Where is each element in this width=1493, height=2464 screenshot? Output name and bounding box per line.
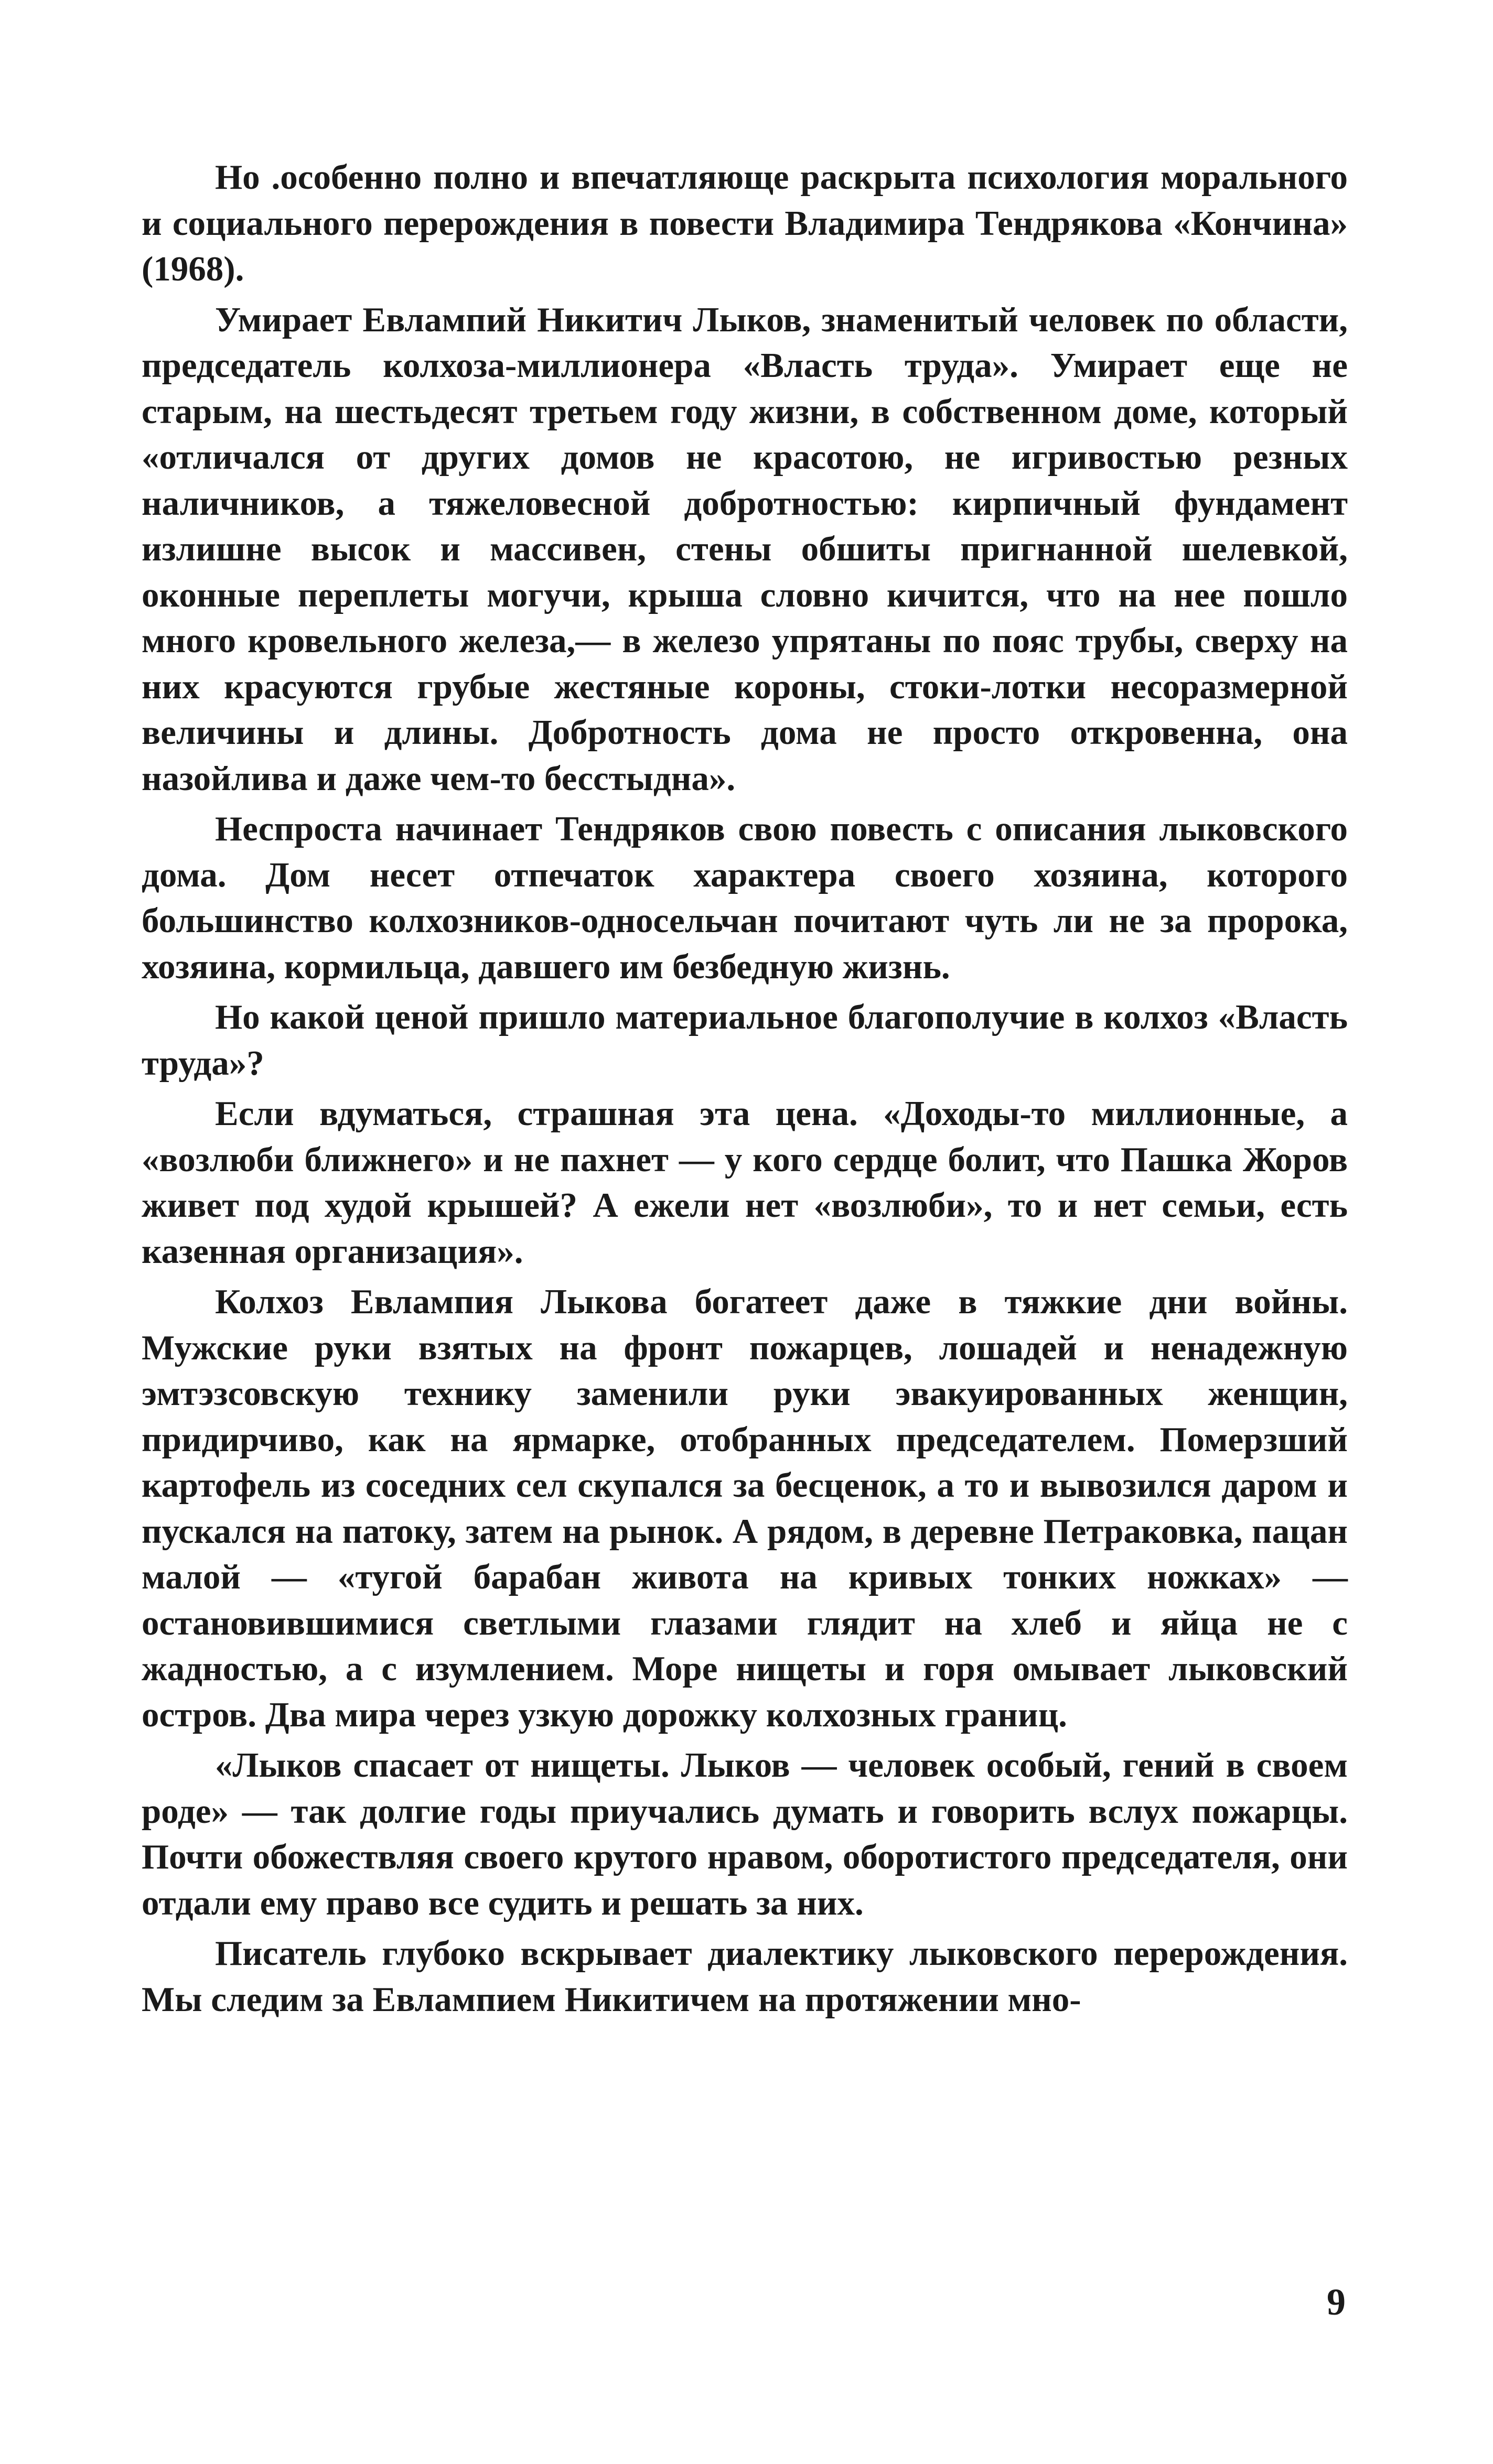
paragraph: Но какой ценой пришло материальное благополучие в колхоз «Власть труда»? bbox=[142, 998, 1348, 1083]
page-number: 9 bbox=[1327, 2281, 1346, 2323]
body-text bbox=[142, 155, 1348, 2027]
paragraph: Колхоз Евлампия Лыкова богатеет даже в тяжкие дни войны. Мужские руки взятых на фронт пожарцев, лошадей и ненадежную эмтэзсовскую технику заменили руки эвакуированных женщин, придирчиво, как на ярмарке, отобранных председателем. Померзший картофель из соседних сел скупался за бесценок, а то и вывозился даром и пускался на патоку, затем на рынок. А рядом, в деревне Петраковка, пацан малой — «тугой барабан живота на кривых тонких ножках» — остановившимися светлыми глазами глядит на хлеб и яйца не с жадностью, а с изумлением. Море нищеты и горя омывает лыковский остров. Два мира через узкую дорожку колхозных границ. bbox=[142, 1282, 1348, 1734]
paragraph: Если вдуматься, страшная эта цена. «Доходы-то миллионные, а «возлюби ближнего» и не пахнет — у кого сердце болит, что Пашка Жоров живет под худой крышей? А ежели нет «возлюби», то и нет семьи, есть казенная организация». bbox=[142, 1094, 1348, 1271]
paragraph: Неспроста начинает Тендряков свою повесть с описания лыковского дома. Дом несет отпечаток характера своего хозяина, которого большинство колхозников-односельчан почитают чуть ли не за пророка, хозяина, кормильца, давшего им безбедную жизнь. bbox=[142, 809, 1348, 986]
paragraph: Но .особенно полно и впечатляюще раскрыта психология морального и социального перерождения в повести Владимира Тендрякова «Кончина» (1968). bbox=[142, 158, 1348, 288]
paragraph: Умирает Евлампий Никитич Лыков, знаменитый человек по области, председатель колхоза-миллионера «Власть труда». Умирает еще не старым, на шестьдесят третьем году жизни, в собственном доме, который «отличался от других домов не красотою, не игривостью резных наличников, а тяжеловесной добротностью: кирпичный фундамент излишне высок и массивен, стены обшиты пригнанной шелевкой, оконные переплеты могучи, крыша словно кичится, что на нее пошло много кровельного железа,— в железо упрятаны по пояс трубы, сверху на них красуются грубые жестяные короны, стоки-лотки несоразмерной величины и длины. Добротность дома не просто откровенна, она назойлива и даже чем-то бесстыдна». bbox=[142, 300, 1348, 798]
paragraph: Писатель глубоко вскрывает диалектику лыковского перерождения. Мы следим за Евлампием Никитичем на протяжении мно- bbox=[142, 1934, 1348, 2019]
paragraph: «Лыков спасает от нищеты. Лыков — человек особый, гений в своем роде» — так долгие годы приучались думать и говорить вслух пожарцы. Почти обожествляя своего крутого нравом, оборотистого председателя, они отдали ему право все судить и решать за них. bbox=[142, 1746, 1348, 1922]
